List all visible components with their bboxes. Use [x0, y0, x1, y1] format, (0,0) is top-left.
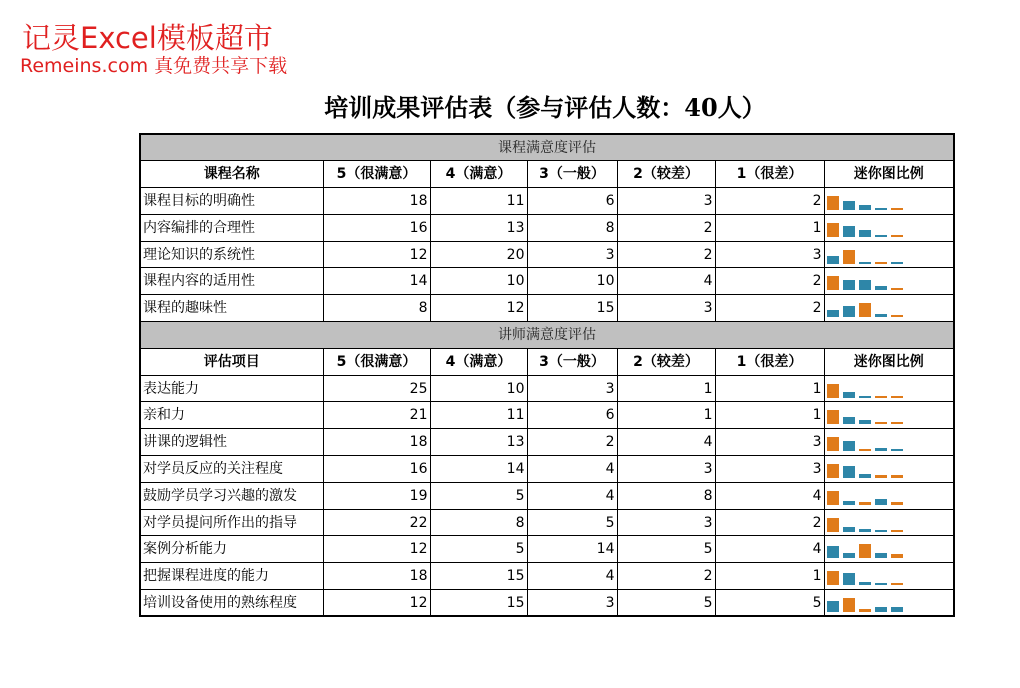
sparkline-bar: [827, 491, 839, 505]
count-cell[interactable]: 2: [715, 295, 824, 322]
column-header[interactable]: 1（很差）: [715, 348, 824, 375]
column-header-row: [140, 348, 954, 375]
sparkline-cell[interactable]: [824, 241, 954, 268]
item-name-cell[interactable]: 内容编排的合理性: [140, 214, 323, 241]
sparkline-chart: [827, 269, 952, 293]
item-name-cell[interactable]: 把握课程进度的能力: [140, 563, 323, 590]
sparkline-bar: [827, 464, 839, 478]
count-cell[interactable]: 3: [617, 295, 715, 322]
sparkline-chart: [827, 403, 952, 427]
sparkline-cell[interactable]: [824, 295, 954, 322]
count-cell[interactable]: 2: [617, 214, 715, 241]
sparkline-chart: [827, 564, 952, 588]
count-cell[interactable]: 6: [527, 188, 617, 215]
count-cell[interactable]: 11: [430, 188, 527, 215]
sparkline-bar: [843, 280, 855, 290]
count-cell[interactable]: 2: [527, 429, 617, 456]
table-row: [140, 188, 954, 215]
sparkline-bar: [875, 607, 887, 612]
sparkline-cell[interactable]: [824, 375, 954, 402]
sparkline-bar: [843, 306, 855, 317]
item-name-cell[interactable]: 课程内容的适用性: [140, 268, 323, 295]
sparkline-cell[interactable]: [824, 590, 954, 617]
table-row: [140, 241, 954, 268]
sparkline-bar: [859, 449, 871, 451]
sparkline-chart: [827, 591, 952, 615]
page-title: 培训成果评估表（参与评估人数：40人）: [324, 93, 766, 122]
sparkline-cell[interactable]: [824, 268, 954, 295]
item-name-cell[interactable]: 课程目标的明确性: [140, 188, 323, 215]
section-heading-row: [140, 322, 954, 349]
column-header[interactable]: 5（很满意）: [323, 348, 430, 375]
sparkline-bar: [875, 235, 887, 237]
sparkline-bar: [843, 417, 855, 424]
count-cell[interactable]: 11: [430, 402, 527, 429]
sparkline-bar: [891, 583, 903, 585]
table-row: [140, 214, 954, 241]
sparkline-bar: [827, 571, 839, 585]
sparkline-cell[interactable]: [824, 536, 954, 563]
column-header[interactable]: 迷你图比例: [824, 348, 954, 375]
count-cell[interactable]: 4: [715, 482, 824, 509]
sparkline-bar: [859, 420, 871, 424]
sparkline-bar: [891, 475, 903, 478]
column-header-row: [140, 161, 954, 188]
count-cell[interactable]: 4: [527, 563, 617, 590]
sparkline-bar: [891, 530, 903, 532]
table-row: [140, 590, 954, 617]
sparkline-bar: [843, 598, 855, 612]
count-cell[interactable]: 8: [323, 295, 430, 322]
count-cell[interactable]: 1: [617, 402, 715, 429]
count-cell[interactable]: 3: [617, 456, 715, 483]
count-cell[interactable]: 14: [430, 456, 527, 483]
column-header[interactable]: 迷你图比例: [824, 161, 954, 188]
count-cell[interactable]: 16: [323, 456, 430, 483]
column-header[interactable]: 1（很差）: [715, 161, 824, 188]
sparkline-bar: [843, 573, 855, 585]
count-cell[interactable]: 3: [527, 590, 617, 617]
sparkline-bar: [859, 582, 871, 585]
sparkline-cell[interactable]: [824, 482, 954, 509]
count-cell[interactable]: 13: [430, 214, 527, 241]
sparkline-cell[interactable]: [824, 214, 954, 241]
count-cell[interactable]: 3: [715, 429, 824, 456]
sparkline-bar: [843, 201, 855, 210]
sparkline-chart: [827, 189, 952, 213]
sparkline-bar: [891, 422, 903, 424]
sparkline-chart: [827, 243, 952, 267]
sparkline-bar: [875, 286, 887, 290]
sparkline-bar: [875, 208, 887, 210]
sparkline-bar: [859, 502, 871, 505]
sparkline-bar: [859, 280, 871, 290]
column-header[interactable]: 4（满意）: [430, 348, 527, 375]
item-name-cell[interactable]: 对学员反应的关注程度: [140, 456, 323, 483]
sparkline-chart: [827, 511, 952, 535]
count-cell[interactable]: 20: [430, 241, 527, 268]
sparkline-bar: [891, 208, 903, 210]
sparkline-bar: [875, 475, 887, 478]
sparkline-bar: [859, 544, 871, 558]
count-cell[interactable]: 22: [323, 509, 430, 536]
count-cell[interactable]: 5: [430, 536, 527, 563]
section-heading[interactable]: 课程满意度评估: [140, 134, 954, 161]
count-cell[interactable]: 21: [323, 402, 430, 429]
sparkline-bar: [875, 262, 887, 264]
column-header[interactable]: 4（满意）: [430, 161, 527, 188]
section-heading[interactable]: 讲师满意度评估: [140, 322, 954, 349]
watermark-subtitle: Remeins.com 真免费共享下载: [20, 55, 288, 77]
count-cell[interactable]: 8: [527, 214, 617, 241]
sparkline-bar: [875, 422, 887, 424]
table-row: [140, 375, 954, 402]
column-header[interactable]: 课程名称: [140, 161, 323, 188]
count-cell[interactable]: 5: [617, 590, 715, 617]
sparkline-bar: [827, 437, 839, 451]
column-header[interactable]: 2（较差）: [617, 161, 715, 188]
section-heading-row: [140, 134, 954, 161]
sparkline-bar: [843, 226, 855, 237]
count-cell[interactable]: 10: [527, 268, 617, 295]
item-name-cell[interactable]: 表达能力: [140, 375, 323, 402]
sparkline-bar: [859, 230, 871, 237]
sparkline-bar: [843, 250, 855, 264]
count-cell[interactable]: 6: [527, 402, 617, 429]
item-name-cell[interactable]: 案例分析能力: [140, 536, 323, 563]
table-row: [140, 402, 954, 429]
sparkline-cell[interactable]: [824, 429, 954, 456]
sparkline-chart: [827, 377, 952, 401]
table-row: [140, 429, 954, 456]
count-cell[interactable]: 1: [715, 563, 824, 590]
sparkline-bar: [827, 256, 839, 264]
count-cell[interactable]: 12: [430, 295, 527, 322]
sparkline-bar: [891, 502, 903, 505]
sparkline-bar: [891, 554, 903, 558]
sparkline-chart: [827, 216, 952, 240]
column-header[interactable]: 5（很满意）: [323, 161, 430, 188]
sparkline-bar: [859, 529, 871, 532]
sparkline-bar: [875, 396, 887, 398]
table-row: [140, 456, 954, 483]
sparkline-bar: [875, 553, 887, 558]
column-header[interactable]: 评估项目: [140, 348, 323, 375]
sparkline-bar: [827, 410, 839, 424]
sparkline-cell[interactable]: [824, 402, 954, 429]
sparkline-bar: [843, 441, 855, 451]
column-header[interactable]: 2（较差）: [617, 348, 715, 375]
item-name-cell[interactable]: 理论知识的系统性: [140, 241, 323, 268]
sparkline-bar: [859, 262, 871, 264]
sparkline-bar: [859, 205, 871, 210]
sparkline-bar: [843, 392, 855, 398]
sparkline-bar: [891, 262, 903, 264]
count-cell[interactable]: 5: [430, 482, 527, 509]
item-name-cell[interactable]: 培训设备使用的熟练程度: [140, 590, 323, 617]
count-cell[interactable]: 2: [715, 188, 824, 215]
sparkline-bar: [859, 303, 871, 317]
column-header[interactable]: 3（一般）: [527, 348, 617, 375]
sparkline-bar: [875, 448, 887, 451]
count-cell[interactable]: 12: [323, 590, 430, 617]
count-cell[interactable]: 8: [617, 482, 715, 509]
sparkline-bar: [843, 553, 855, 558]
sparkline-bar: [827, 546, 839, 558]
count-cell[interactable]: 13: [430, 429, 527, 456]
table-row: [140, 482, 954, 509]
count-cell[interactable]: 1: [617, 375, 715, 402]
table-row: [140, 268, 954, 295]
sparkline-chart: [827, 296, 952, 320]
sparkline-bar: [891, 315, 903, 317]
count-cell[interactable]: 10: [430, 268, 527, 295]
sparkline-chart: [827, 484, 952, 508]
count-cell[interactable]: 4: [617, 429, 715, 456]
sparkline-cell[interactable]: [824, 456, 954, 483]
count-cell[interactable]: 25: [323, 375, 430, 402]
sparkline-bar: [875, 314, 887, 317]
count-cell[interactable]: 18: [323, 563, 430, 590]
count-cell[interactable]: 8: [430, 509, 527, 536]
count-cell[interactable]: 2: [617, 241, 715, 268]
sparkline-bar: [827, 196, 839, 210]
sparkline-bar: [891, 607, 903, 612]
count-cell[interactable]: 14: [527, 536, 617, 563]
count-cell[interactable]: 18: [323, 429, 430, 456]
sparkline-bar: [875, 583, 887, 585]
count-cell[interactable]: 10: [430, 375, 527, 402]
sparkline-bar: [859, 609, 871, 612]
sparkline-bar: [891, 396, 903, 398]
sparkline-bar: [891, 449, 903, 451]
count-cell[interactable]: 4: [527, 456, 617, 483]
sparkline-chart: [827, 537, 952, 561]
count-cell[interactable]: 1: [715, 402, 824, 429]
count-cell[interactable]: 18: [323, 188, 430, 215]
item-name-cell[interactable]: 鼓励学员学习兴趣的激发: [140, 482, 323, 509]
sparkline-bar: [843, 466, 855, 478]
sparkline-bar: [843, 501, 855, 505]
table-row: [140, 509, 954, 536]
sparkline-bar: [891, 235, 903, 237]
sparkline-bar: [827, 223, 839, 237]
item-name-cell[interactable]: 对学员提问所作出的指导: [140, 509, 323, 536]
evaluation-table: [139, 133, 955, 617]
item-name-cell[interactable]: 亲和力: [140, 402, 323, 429]
count-cell[interactable]: 12: [323, 241, 430, 268]
column-header[interactable]: 3（一般）: [527, 161, 617, 188]
count-cell[interactable]: 3: [715, 456, 824, 483]
count-cell[interactable]: 1: [715, 375, 824, 402]
sparkline-bar: [859, 474, 871, 478]
table-row: [140, 295, 954, 322]
count-cell[interactable]: 5: [715, 590, 824, 617]
count-cell[interactable]: 15: [430, 590, 527, 617]
count-cell[interactable]: 12: [323, 536, 430, 563]
watermark-title: 记灵Excel模板超市: [22, 21, 273, 55]
item-name-cell[interactable]: 讲课的逻辑性: [140, 429, 323, 456]
count-cell[interactable]: 2: [715, 509, 824, 536]
count-cell[interactable]: 2: [617, 563, 715, 590]
sparkline-bar: [859, 396, 871, 398]
sparkline-cell[interactable]: [824, 563, 954, 590]
count-cell[interactable]: 14: [323, 268, 430, 295]
count-cell[interactable]: 4: [527, 482, 617, 509]
sparkline-bar: [875, 530, 887, 532]
count-cell[interactable]: 19: [323, 482, 430, 509]
sparkline-bar: [891, 288, 903, 290]
item-name-cell[interactable]: 课程的趣味性: [140, 295, 323, 322]
sparkline-bar: [827, 601, 839, 612]
count-cell[interactable]: 3: [527, 241, 617, 268]
count-cell[interactable]: 4: [715, 536, 824, 563]
count-cell[interactable]: 1: [715, 214, 824, 241]
sparkline-bar: [827, 276, 839, 290]
count-cell[interactable]: 3: [715, 241, 824, 268]
count-cell[interactable]: 3: [617, 188, 715, 215]
sparkline-chart: [827, 430, 952, 454]
count-cell[interactable]: 16: [323, 214, 430, 241]
count-cell[interactable]: 15: [430, 563, 527, 590]
count-cell[interactable]: 4: [617, 268, 715, 295]
table-row: [140, 563, 954, 590]
count-cell[interactable]: 15: [527, 295, 617, 322]
sparkline-cell[interactable]: [824, 188, 954, 215]
sparkline-bar: [875, 499, 887, 505]
count-cell[interactable]: 3: [527, 375, 617, 402]
sparkline-bar: [827, 518, 839, 532]
count-cell[interactable]: 5: [527, 509, 617, 536]
sparkline-bar: [843, 527, 855, 532]
count-cell[interactable]: 3: [617, 509, 715, 536]
table-row: [140, 536, 954, 563]
sparkline-bar: [827, 384, 839, 398]
sparkline-bar: [827, 310, 839, 317]
sparkline-chart: [827, 457, 952, 481]
sparkline-cell[interactable]: [824, 509, 954, 536]
count-cell[interactable]: 2: [715, 268, 824, 295]
count-cell[interactable]: 5: [617, 536, 715, 563]
